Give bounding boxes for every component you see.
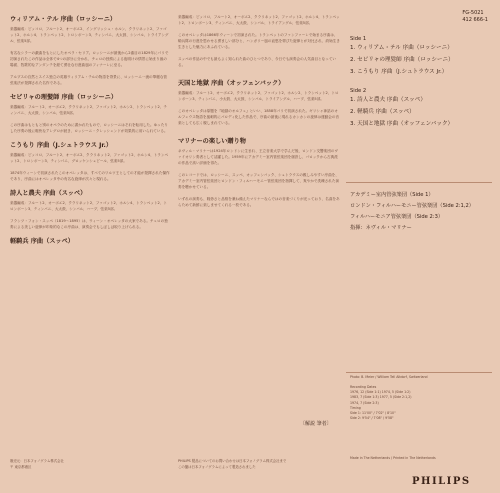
notes-column-1 (10, 14, 170, 248)
section-paragraph: 楽器編成：ピッコロ、フルート2、オーボエ2、クラリネット2、ファゴット2、ホルン4、トランペット2、トロンボーン3、ティンパニ、グロッケンシュピール、弦楽5部。 (10, 153, 169, 163)
section-paragraph: フランツ・フォン・スッペ（1819〜1895）は、ウィーン・オペレッタの大家である。チェロの独奏による美しい旋律が印象的なこの序曲は、演奏会でもしばしば取り上げられる。 (10, 219, 168, 229)
section-title: ウィリアム・テル 序曲（ロッシーニ） (10, 16, 117, 23)
section-paragraph: ネヴィル・マリナーは1924年ロンドンに生まれ、王立音楽大学で学んだ後、ロンドン交響楽団のヴァイオリン奏者として活躍した。1959年にアカデミー室内管弦楽団を創設し、バロックから古典派の作品で高い評価を得た。 (178, 149, 339, 165)
recording-line: Side 1: 11'00" / 7'02" / 8'10" (350, 411, 396, 416)
section-title: 詩人と農夫 序曲（スッペ） (10, 190, 87, 197)
recording-line: 1976, 12 (Side 1:1) 1974, 5 (Side 1:2) (350, 390, 411, 395)
writer-credit: 〔解説 筆者〕 (300, 421, 332, 427)
divider (346, 182, 492, 183)
section-paragraph: 1874年ウィーンで初演されたこのオペレッタは、すべてのワルツ王としての才能が発揮された傑作であり、序曲にはオペレッタ中の有名な旋律が次々と現れる。 (10, 171, 170, 181)
section-paragraph: スッペの作品の中でも最もよく知られた曲のひとつであり、今日でも演奏会の人気曲目となっている。 (178, 57, 337, 67)
credit-line: アカデミー室内管弦楽団（Side 1） (350, 192, 434, 198)
track-item: 3. こうもり 序曲（J.シュトラウス Jr.） (350, 69, 448, 75)
catalog-number-block (462, 10, 488, 24)
footer-line: PHILIPS 製品についてのお問い合わせは日本フォノグラム株式会社まで (178, 459, 287, 463)
photo-credit: Photo: B. Meier / William Tell Altdorf, Switzerland (350, 375, 428, 379)
section (10, 14, 170, 86)
divider (346, 372, 492, 373)
side-1-title: Side 1 (350, 36, 367, 42)
track-item: 2. 軽騎兵 序曲（スッペ） (350, 109, 415, 115)
manufacture-note: Made in The Netherlands / Printed in The Netherlands (350, 456, 436, 460)
section (10, 236, 170, 245)
catalog-number: FG-5021 (462, 10, 484, 16)
section-paragraph: 楽器編成：フルート2、オーボエ2、クラリネット2、ファゴット2、ホルン2、トランペット2、トロンボーン3、ティンパニ、小太鼓、大太鼓、シンバル、トライアングル、ハープ、弦楽5部。 (178, 91, 339, 101)
credit-line: 指揮：ネヴィル・マリナー (350, 225, 412, 231)
track-list (350, 36, 490, 130)
section-paragraph: この序曲はもともと別のオペラのために書かれたもので、ロッシーニはそれを転用した。ゆったりした序奏の後に軽快なアレグロが続き、ロッシーニ・クレッシェンドが効果的に用いられている。 (10, 123, 168, 133)
section-paragraph: 楽器編成：フルート2、オーボエ2、クラリネット2、ファゴット2、ホルン4、トランペット2、トロンボーン3、ティンパニ、大太鼓、シンバル、ハープ、弦楽5部。 (10, 201, 168, 211)
notes-column-2 (178, 14, 340, 214)
section-paragraph: 楽器編成：ピッコロ、フルート2、オーボエ2、クラリネット2、ファゴット2、ホルン4、トランペット2、トロンボーン3、ティンパニ、大太鼓、シンバル、トライアングル、弦楽5部。 (178, 15, 340, 25)
philips-logo: PHILIPS (412, 476, 471, 487)
section-title: 軽騎兵 序曲（スッペ） (10, 238, 74, 245)
performer-credits (350, 190, 490, 234)
footer-line: 〒 東京都港区 (10, 465, 32, 469)
track-item: 2. セビリャの理髪師 序曲（ロッシーニ） (350, 57, 454, 63)
credit-line: フィルハーモニア管弦楽団（Side 2:3） (350, 214, 444, 220)
section-paragraph: 楽器編成：ピッコロ、フルート2、オーボエ2、イングリッシュ・ホルン、クラリネット2、ファゴット2、ホルン4、トランペット2、トロンボーン3、ティンパニ、大太鼓、シンバル、トライアングル、弦楽5部。 (10, 27, 169, 43)
section-paragraph: 有名なシラーの戯曲をもとにしたオペラ・セリア。ロッシーニが最後から2番目の1829年にパリで初演されたこの作品は全体で4つの部分に分かれ、チェロの独奏による夜明けの情景に始まり嵐の場面、牧歌的なアンダンテを経て勇壮な行進曲風のフィナーレに至る。 (10, 51, 169, 67)
section-paragraph: このオペレッタは1866年ウィーンで初演された。トランペットのファンファーレで始まる序曲は、騎兵隊の行進を思わせる勇ましい部分と、ハンガリー風の哀愁を帯びた旋律とが対比され、終始生き生きとした魅力にあふれている。 (178, 33, 340, 49)
section (10, 188, 170, 230)
section-title: こうもり 序曲（J.シュトラウス Jr.） (10, 142, 113, 149)
footer-middle (178, 458, 348, 470)
section-paragraph: このオペレッタは原題を『地獄のオルフェ』といい、1858年パリで初演された。ギリシャ神話のオルフェウス物語を風刺的にパロディ化した作品で、序曲の最後に現れるカンカンの旋律は運動会の音楽としても広く親しまれている。 (178, 109, 340, 125)
section (178, 78, 340, 126)
section-paragraph: 楽器編成：フルート2、オーボエ2、クラリネット2、ファゴット2、ホルン2、トランペット2、ティンパニ、大太鼓、シンバル、弦楽5部。 (10, 105, 168, 115)
section (178, 136, 340, 208)
footer-line: この盤は日本フォノグラムによって製造されました (178, 465, 256, 469)
side-2-title: Side 2 (350, 88, 367, 94)
track-item: 1. ウィリアム・テル 序曲（ロッシーニ） (350, 45, 453, 51)
section (178, 14, 340, 68)
section-title: 天国と地獄 序曲（オッフェンバック） (178, 80, 285, 87)
recording-info (350, 385, 490, 421)
track-item: 1. 詩人と農夫 序曲（スッペ） (350, 97, 426, 103)
recording-line: 1983, 7 (Side 1:3) 1977, 5 (Side 2:1,2) (350, 395, 412, 400)
footer-line: 販売元：日本フォノグラム株式会社 (10, 459, 64, 463)
recording-line: Side 2: 9'54" / 7'08" / 9'58" (350, 416, 394, 421)
catalog-code: 412 666-1 (462, 17, 488, 23)
credit-line: ロンドン・フィルハーモニー管弦楽団（Side 2:1,2） (350, 203, 474, 209)
section-paragraph: このレコードでは、ロッシーニ、スッペ、オッフェンバック、シュトラウスの親しみやすい序曲を、アカデミー室内管弦楽団とロンドン・フィルハーモニー管弦楽団を指揮して、爽やかで洗練された演奏を聴かせている。 (178, 173, 340, 189)
recording-line: Timing (350, 405, 361, 410)
section-title: マリナーの楽しい贈り物 (178, 138, 246, 145)
section (10, 140, 170, 182)
footer-left (10, 458, 180, 470)
recording-line: Recording Dates (350, 385, 377, 389)
track-item: 3. 天国と地獄 序曲（オッフェンバック） (350, 121, 454, 127)
section-title: セビリャの理髪師 序曲（ロッシーニ） (10, 94, 118, 101)
section-paragraph: いずれの演奏も、軽妙さと品格を兼ね備えたマリナーならではの音楽づくりが光っており、名曲をあらためて新鮮に楽しませてくれる一枚である。 (178, 197, 340, 207)
recording-line: 1974, 7 (Side 2:3) (350, 400, 379, 405)
section-paragraph: アルプスの自然とスイス独立の英雄ウィリアム・テルの物語を背景に、ロッシーニ一流の華麗な管弦楽法が発揮された名作である。 (10, 75, 168, 85)
section (10, 92, 170, 134)
